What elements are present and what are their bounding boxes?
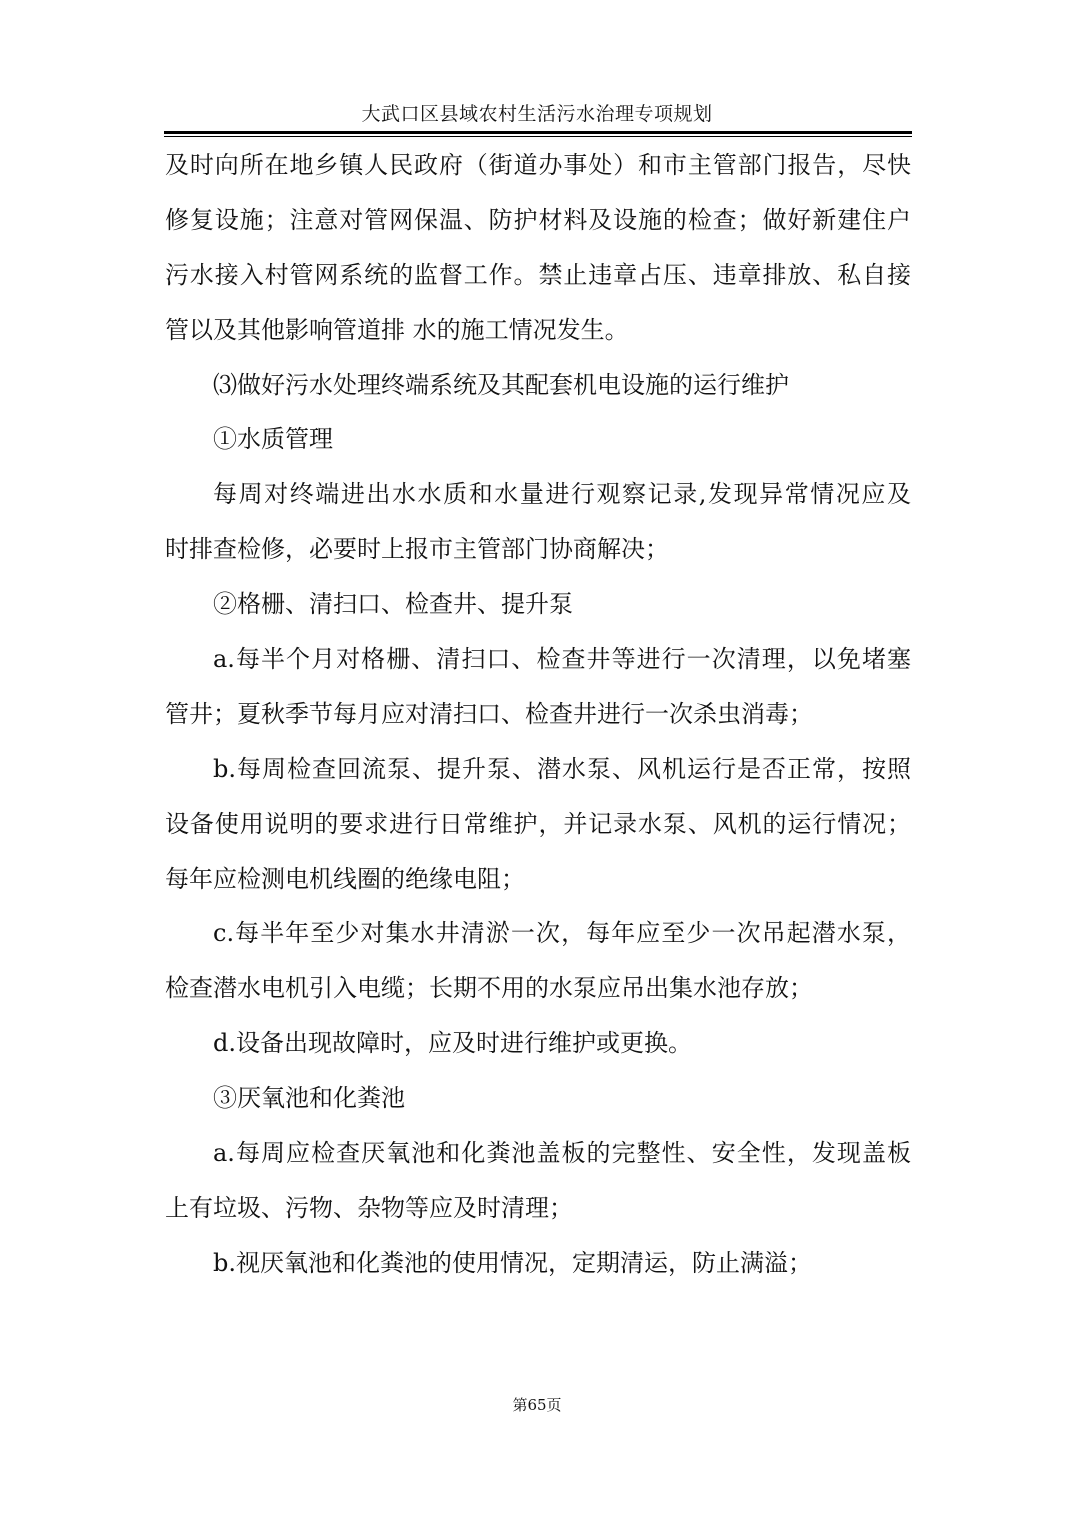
- page-number: 第65页: [512, 1396, 562, 1414]
- list-item-line: 设备使用说明的要求进行日常维护，并记录水泵、风机的运行情况；: [165, 809, 911, 838]
- list-item-line: a.每周应检查厌氧池和化粪池盖板的完整性、安全性，发现盖板: [213, 1139, 911, 1168]
- header-rule-thin: [164, 136, 912, 137]
- body-line: 及时向所在地乡镇人民政府（街道办事处）和市主管部门报告，尽快: [165, 151, 911, 179]
- section-heading: ⑶做好污水处理终端系统及其配套机电设施的运行维护: [213, 370, 789, 399]
- list-item-line: b.视厌氧池和化粪池的使用情况，定期清运，防止满溢；: [213, 1248, 812, 1277]
- list-item-line: 管井；夏秋季节每月应对清扫口、检查井进行一次杀虫消毒；: [165, 699, 813, 728]
- list-item-line: 每年应检测电机线圈的绝缘电阻；: [165, 864, 525, 893]
- body-line: 修复设施；注意对管网保温、防护材料及设施的检查；做好新建住户: [165, 205, 911, 234]
- subsection-heading: ①水质管理: [213, 425, 333, 454]
- body-line: 管以及其他影响管道排 水的施工情况发生。: [165, 315, 629, 344]
- document-body: [165, 138, 911, 1291]
- list-item-line: b.每周检查回流泵、提升泵、潜水泵、风机运行是否正常，按照: [213, 754, 911, 783]
- list-item-line: c.每半年至少对集水井清淤一次，每年应至少一次吊起潜水泵，: [213, 919, 911, 948]
- body-line: 污水接入村管网系统的监督工作。禁止违章占压、违章排放、私自接: [165, 260, 911, 289]
- body-line: 每周对终端进出水水质和水量进行观察记录,发现异常情况应及: [213, 480, 911, 509]
- subsection-heading: ②格栅、清扫口、检查井、提升泵: [213, 590, 573, 619]
- list-item-line: d.设备出现故障时，应及时进行维护或更换。: [213, 1029, 692, 1058]
- list-item-line: 检查潜水电机引入电缆；长期不用的水泵应吊出集水池存放；: [165, 974, 813, 1003]
- body-line: 时排查检修，必要时上报市主管部门协商解决；: [165, 535, 669, 564]
- list-item-line: a.每半个月对格栅、清扫口、检查井等进行一次清理，以免堵塞: [213, 645, 911, 674]
- list-item-line: 上有垃圾、污物、杂物等应及时清理；: [165, 1193, 573, 1222]
- header-rule-thick: [164, 131, 912, 134]
- subsection-heading: ③厌氧池和化粪池: [213, 1084, 405, 1113]
- page-header-title: 大武口区县域农村生活污水治理专项规划: [361, 103, 713, 125]
